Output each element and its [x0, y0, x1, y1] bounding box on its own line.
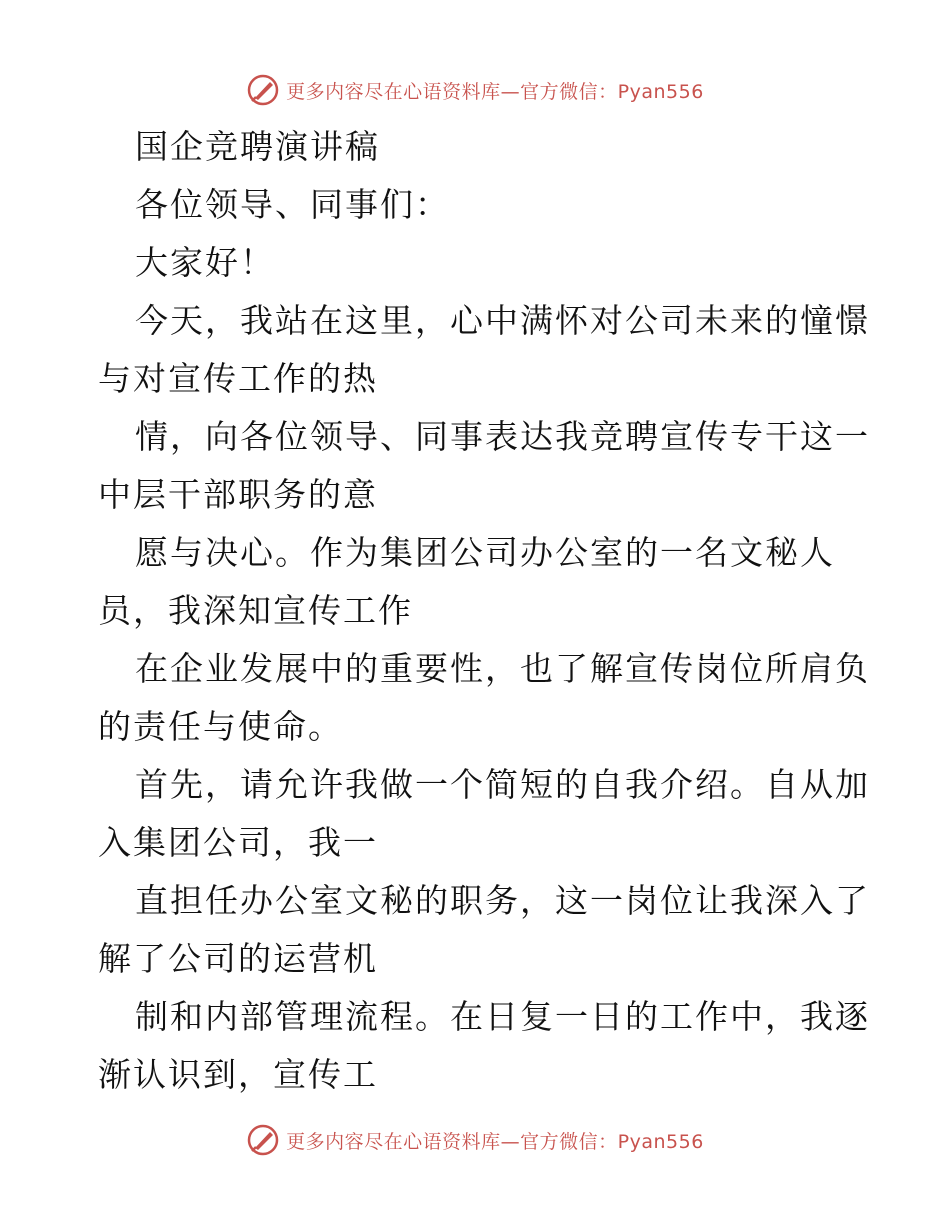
quill-circle-logo-icon	[246, 1123, 280, 1157]
body-line: 的责任与使命。	[98, 707, 343, 746]
document-title: 国企竞聘演讲稿	[135, 127, 380, 166]
footer-watermark	[0, 1120, 950, 1160]
body-line: 中层干部职务的意	[98, 475, 378, 514]
watermark-text: 更多内容尽在心语资料库—官方微信：Pyan556	[286, 1130, 704, 1153]
body-line: 与对宣传工作的热	[98, 359, 378, 398]
greeting: 大家好！	[135, 243, 275, 282]
body-line: 愿与决心。作为集团公司办公室的一名文秘人	[135, 533, 835, 572]
header-watermark	[0, 70, 950, 110]
document-body	[98, 118, 870, 1104]
body-line: 情，向各位领导、同事表达我竞聘宣传专干这一	[135, 417, 870, 456]
quill-circle-logo-icon	[246, 73, 280, 107]
body-line: 员，我深知宣传工作	[98, 591, 413, 630]
body-line: 解了公司的运营机	[98, 939, 378, 978]
body-line: 今天，我站在这里，心中满怀对公司未来的憧憬	[135, 301, 870, 340]
body-line: 首先，请允许我做一个简短的自我介绍。自从加	[135, 765, 870, 804]
body-line: 入集团公司，我一	[98, 823, 378, 862]
salutation: 各位领导、同事们：	[135, 185, 450, 224]
body-line: 在企业发展中的重要性，也了解宣传岗位所肩负	[135, 649, 870, 688]
body-line: 直担任办公室文秘的职务，这一岗位让我深入了	[135, 881, 870, 920]
watermark-text: 更多内容尽在心语资料库—官方微信：Pyan556	[286, 80, 704, 103]
body-line: 渐认识到，宣传工	[98, 1055, 378, 1094]
body-line: 制和内部管理流程。在日复一日的工作中，我逐	[135, 997, 870, 1036]
